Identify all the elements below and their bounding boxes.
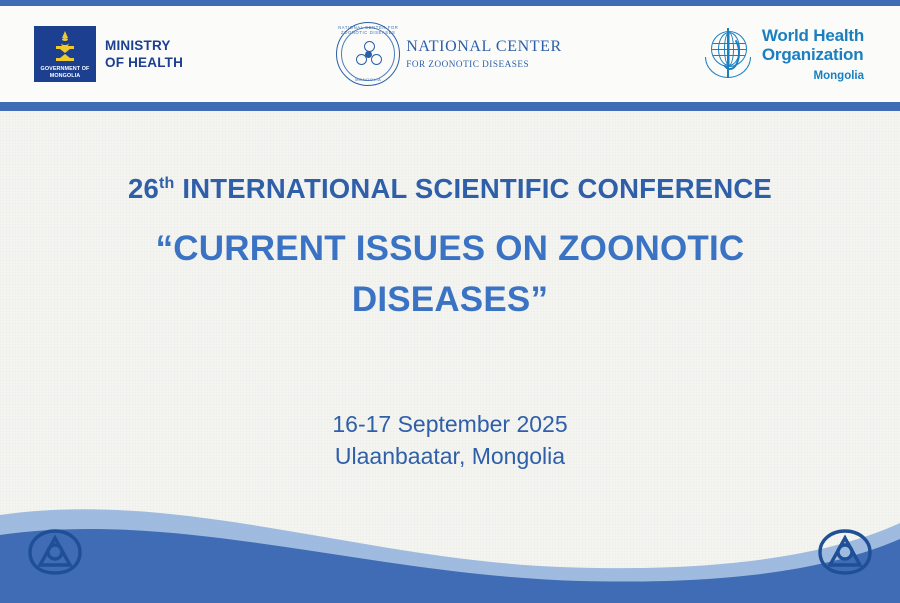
title-block [0, 173, 900, 325]
emblem-caption: GOVERNMENT OF MONGOLIA [40, 66, 90, 79]
ministry-of-health-label: MINISTRY OF HEALTH [105, 38, 184, 70]
who-label [762, 26, 864, 83]
nczd-label [406, 37, 562, 71]
logo-ministry-of-health [0, 26, 311, 82]
edition-number: 26 [128, 173, 160, 204]
event-location: Ulaanbaatar, Mongolia [334, 443, 566, 469]
logo-header [0, 6, 900, 102]
mongolia-state-emblem-icon [34, 26, 96, 82]
nczd-seal-icon [336, 22, 400, 86]
footer-wave-decoration [0, 463, 900, 603]
nczd-label-line2: FOR ZOONOTIC DISEASES [406, 59, 530, 70]
nczd-label-line1: NATIONAL CENTER [406, 38, 562, 56]
mongolian-knot-icon-left [22, 525, 88, 579]
nczd-seal-top-text: NATIONAL CENTER FOR ZOONOTIC DISEASES [338, 25, 399, 35]
who-label-line2: Organization [761, 44, 864, 64]
conference-edition-line [0, 173, 900, 205]
edition-ordinal: th [159, 174, 175, 192]
slide-body [0, 111, 900, 603]
logo-national-center-zoonotic-diseases [311, 22, 588, 86]
who-emblem-icon [702, 28, 754, 80]
soyombo-icon [55, 31, 75, 62]
event-date: 16-17 September 2025 [332, 411, 568, 437]
who-label-line1: World Health [761, 25, 865, 45]
edition-rest: INTERNATIONAL SCIENTIFIC CONFERENCE [174, 173, 772, 204]
page-title: “CURRENT ISSUES ON ZOONOTIC DISEASES” [155, 229, 745, 319]
header-divider [0, 102, 900, 111]
who-label-country: Mongolia [813, 69, 865, 82]
mongolian-knot-icon-right [812, 525, 878, 579]
nczd-seal-bottom-text: MONGOLIA [355, 77, 382, 82]
logo-world-health-organization [587, 26, 900, 83]
biohazard-icon [355, 41, 381, 67]
